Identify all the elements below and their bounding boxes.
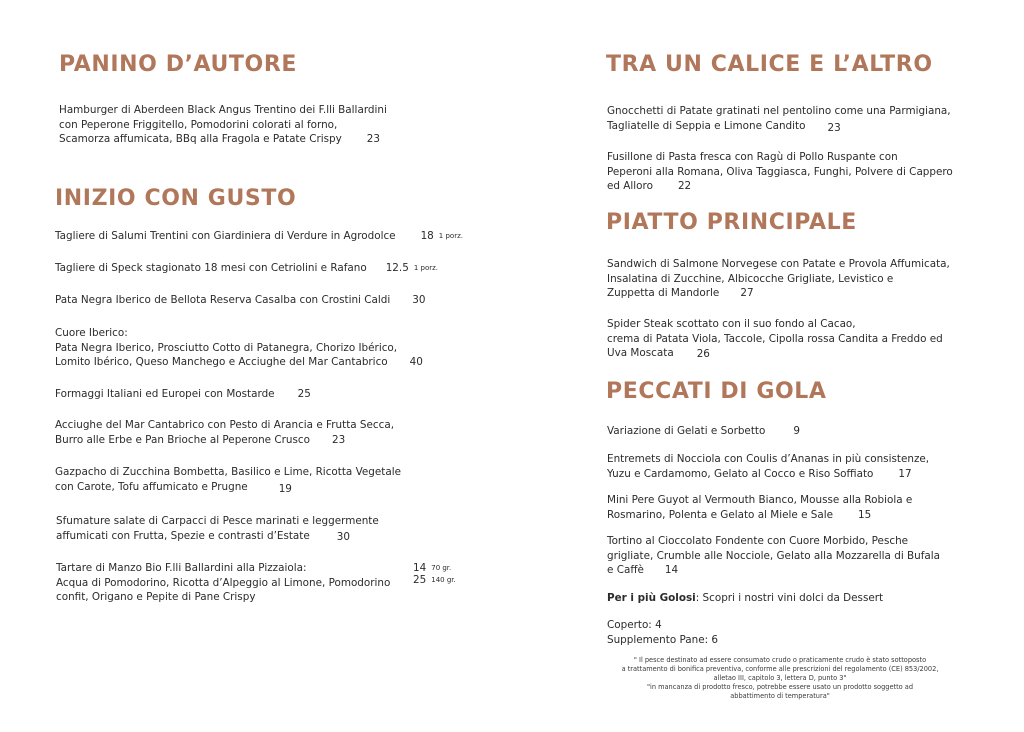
- menu-item-gnocchetti: [607, 104, 951, 133]
- item-text: Tagliere di Salumi Trentini con Giardiniera di Verdure in Agrodolce: [55, 230, 396, 242]
- item-line: confit, Origano e Pepite di Pane Crispy: [56, 591, 256, 604]
- item-line: Tortino al Cioccolato Fondente con Cuore Morbido, Pesche: [607, 535, 909, 547]
- menu-item-acciughe: [55, 418, 394, 447]
- item-portion: 1 porz.: [438, 232, 463, 240]
- item-line: Hamburger di Aberdeen Black Angus Trentino dei F.lli Ballardini: [59, 104, 387, 116]
- menu-item-pata-negra: [55, 293, 425, 308]
- pane-text: Supplemento Pane: 6: [607, 633, 719, 646]
- item-price: 23: [331, 433, 346, 446]
- disclaimer-line: abbattimento di temperatura": [730, 691, 830, 700]
- item-price: 25: [413, 574, 427, 586]
- golosi-label: Per i più Golosi: [607, 592, 696, 604]
- menu-item-hamburger: [59, 103, 387, 147]
- item-line: Insalatina di Zucchine, Albicocche Grigliate, Levistico e: [607, 272, 894, 285]
- section-title-inizio: INIZIO CON GUSTO: [55, 186, 297, 211]
- item-line: Acciughe del Mar Cantabrico con Pesto di Arancia e Frutta Secca,: [55, 419, 395, 431]
- menu-item-cuore-iberico: [55, 326, 423, 370]
- item-portion: 140 gr.: [431, 576, 456, 584]
- item-price: 23: [366, 133, 381, 146]
- section-title-panino: PANINO D’AUTORE: [59, 52, 298, 77]
- item-price: 14: [413, 562, 427, 574]
- item-line: Pata Negra Iberico, Prosciutto Cotto di Patanegra, Chorizo Ibérico,: [55, 341, 398, 354]
- menu-item-sandwich-salmone: [607, 257, 950, 301]
- item-portion: 1 porz.: [413, 264, 439, 272]
- menu-item-tartare: [56, 561, 466, 605]
- item-text: Yuzu e Cardamomo, Gelato al Cocco e Riso Soffiato: [607, 467, 874, 480]
- item-line: Spider Steak scottato con il suo fondo al Cacao,: [607, 318, 856, 330]
- menu-item-tortino: [607, 534, 940, 578]
- item-text: Lomito Ibérico, Queso Manchego e Acciughe del Mar Cantabrico: [55, 356, 388, 369]
- item-line: Gnocchetti di Patate gratinati nel pentolino come una Parmigiana,: [607, 105, 951, 117]
- menu-item-entremets: [607, 452, 929, 481]
- item-line: Fusillone di Pasta fresca con Ragù di Pollo Ruspante con: [607, 151, 898, 163]
- menu-item-mini-pere: [607, 493, 912, 522]
- menu-item-carpacci: [56, 514, 379, 543]
- golosi-text: : Scopri i nostri vini dolci da Dessert: [695, 592, 884, 604]
- item-price: 30: [336, 530, 351, 543]
- item-price: 25: [297, 388, 311, 400]
- item-line: crema di Patata Viola, Taccole, Cipolla rossa Candita a Freddo ed: [607, 332, 943, 345]
- section-title-peccati: PECCATI DI GOLA: [606, 379, 827, 404]
- item-text: Tagliere di Speck stagionato 18 mesi con Cetriolini e Rafano: [55, 262, 367, 274]
- item-price: 17: [898, 467, 912, 480]
- menu-item-spider-steak: [607, 317, 943, 361]
- item-line: Tartare di Manzo Bio F.lli Ballardini alla Pizzaiola:: [56, 562, 307, 574]
- menu-item-tagliere-speck: [55, 261, 438, 276]
- item-text: Scamorza affumicata, BBq alla Fragola e Patate Crispy: [59, 133, 342, 146]
- item-price: 30: [412, 294, 426, 306]
- item-price: 22: [677, 180, 692, 193]
- menu-item-formaggi: [55, 387, 311, 402]
- item-line: con Peperone Friggitello, Pomodorini colorati al forno,: [59, 118, 338, 131]
- section-title-piatto: PIATTO PRINCIPALE: [606, 210, 857, 235]
- item-price: 27: [740, 287, 754, 300]
- item-text: affumicati con Frutta, Spezie e contrasti d’Estate: [56, 529, 310, 542]
- item-text: ed Alloro: [607, 180, 653, 193]
- item-text: Formaggi Italiani ed Europei con Mostarde: [55, 388, 275, 400]
- item-line: grigliate, Crumble alle Nocciole, Gelato alla Mozzarella di Bufala: [607, 549, 940, 562]
- coperto-text: Coperto: 4: [607, 619, 662, 631]
- item-line: Cuore Iberico:: [55, 327, 128, 339]
- item-portion: 70 gr.: [431, 564, 452, 572]
- item-text: Rosmarino, Polenta e Gelato al Miele e Sale: [607, 508, 834, 521]
- disclaimer-line: " Il pesce destinato ad essere consumato crudo o praticamente crudo è stato sottoposto: [633, 656, 927, 664]
- disclaimer-line: alletao III, capitolo 3, lettera D, punto 3": [713, 673, 847, 682]
- item-text: Burro alle Erbe e Pan Brioche al Peperone Crusco: [55, 433, 310, 446]
- disclaimer-note: [600, 656, 960, 701]
- item-line: Entremets di Nocciola con Coulis d’Ananas in più consistenze,: [607, 453, 930, 465]
- coperto-block: [607, 618, 718, 647]
- disclaimer-line: "in mancanza di prodotto fresco, potrebbe essere usato un prodotto soggetto ad: [646, 682, 914, 691]
- item-line: Sfumature salate di Carpacci di Pesce marinati e leggermente: [56, 515, 379, 527]
- golosi-line: [607, 591, 883, 606]
- menu-item-gazpacho: [55, 465, 401, 494]
- item-text: Tagliatelle di Seppia e Limone Candito: [607, 119, 806, 132]
- tartare-price-large: [413, 573, 456, 588]
- section-title-calice: TRA UN CALICE E L’ALTRO: [606, 52, 933, 77]
- item-price: 14: [664, 564, 679, 577]
- item-line: [59, 132, 387, 147]
- item-price: 19: [278, 482, 292, 495]
- item-text: e Caffè: [607, 564, 644, 577]
- item-line: Gazpacho di Zucchina Bombetta, Basilico e Lime, Ricotta Vegetale: [55, 466, 401, 478]
- item-line: Sandwich di Salmone Norvegese con Patate e Provola Affumicata,: [607, 258, 950, 270]
- item-text: Pata Negra Iberico de Bellota Reserva Casalba con Crostini Caldi: [55, 294, 391, 306]
- item-price: 23: [827, 121, 841, 134]
- item-text: Variazione di Gelati e Sorbetto: [607, 425, 766, 437]
- item-price: 40: [409, 356, 423, 369]
- item-price: 26: [696, 348, 710, 361]
- item-line: Acqua di Pomodorino, Ricotta d’Alpeggio al Limone, Pomodorino: [56, 576, 391, 589]
- item-price: 9: [793, 425, 800, 437]
- item-price: 15: [858, 508, 872, 521]
- item-price: 18: [420, 230, 434, 242]
- item-text: con Carote, Tofu affumicato e Prugne: [55, 480, 248, 493]
- menu-item-tagliere-salumi: [55, 229, 463, 244]
- item-line: Peperoni alla Romana, Oliva Taggiasca, Funghi, Polvere di Cappero: [607, 165, 953, 178]
- item-line: Mini Pere Guyot al Vermouth Bianco, Mousse alla Robiola e: [607, 494, 913, 506]
- item-text: Zuppetta di Mandorle: [607, 287, 720, 300]
- disclaimer-line: a trattamento di bonifica preventiva, conforme alle prescrizioni del regolamento (CE) 853/2002,: [621, 664, 939, 673]
- menu-item-gelati: [607, 424, 800, 439]
- item-text: Uva Moscata: [607, 347, 674, 360]
- item-price: 12.5: [385, 262, 409, 274]
- menu-item-fusillone: [607, 150, 953, 194]
